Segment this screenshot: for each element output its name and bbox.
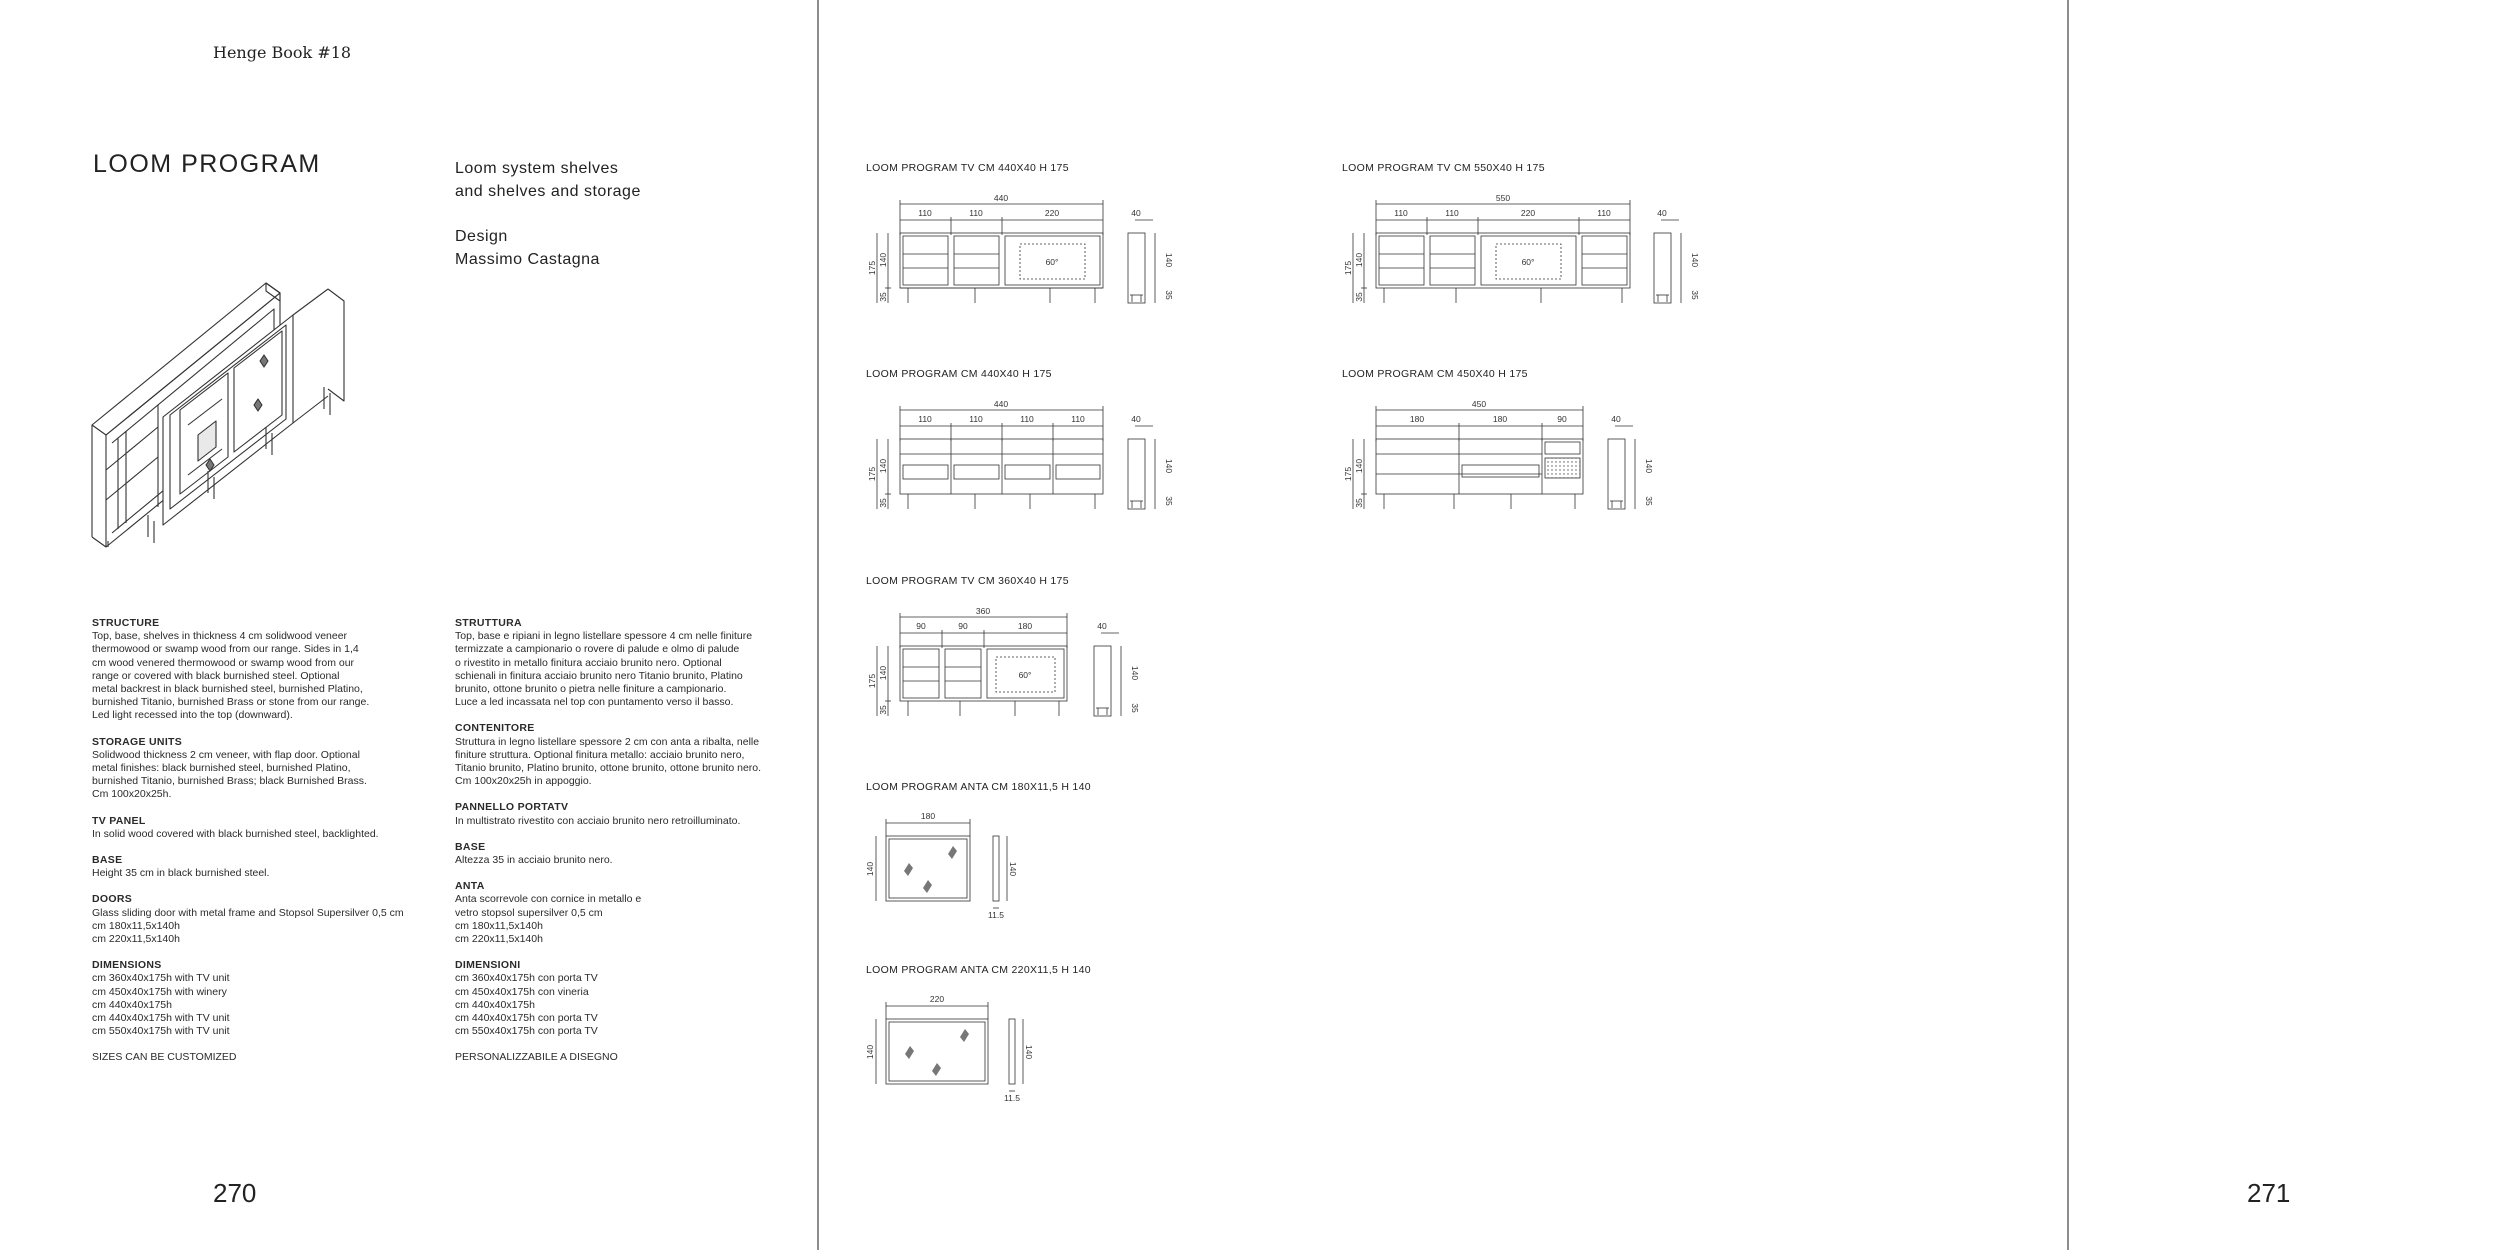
book-title: Henge Book #18 bbox=[213, 43, 352, 62]
spec-line: brunito, ottone brunito o pietra nelle finiture a campionario. bbox=[455, 683, 727, 696]
dim-height-body-side: 140 bbox=[1130, 665, 1140, 681]
program-title: LOOM PROGRAM bbox=[93, 150, 321, 178]
drawing-label-tv-360: LOOM PROGRAM TV CM 360X40 H 175 bbox=[866, 575, 1069, 587]
dim-depth: 40 bbox=[1611, 414, 1621, 424]
dim-height-base-side: 35 bbox=[1130, 703, 1140, 713]
page-divider-left bbox=[817, 0, 819, 1250]
spec-section-storage-units bbox=[92, 736, 442, 802]
spec-line: Solidwood thickness 2 cm veneer, with flap door. Optional bbox=[92, 748, 360, 761]
spec-line: cm 220x11,5x140h bbox=[455, 933, 543, 946]
english-specs bbox=[92, 617, 442, 1065]
dim-module: 110 bbox=[918, 208, 932, 218]
spec-line: cm 220x11,5x140h bbox=[92, 933, 180, 946]
drawing-tv-550 bbox=[1326, 190, 1706, 320]
door-thickness: 11.5 bbox=[988, 910, 1004, 920]
spec-line: cm 440x40x175h with TV unit bbox=[92, 1012, 230, 1025]
dim-height-body: 140 bbox=[1354, 458, 1364, 474]
spec-section-tv-panel bbox=[92, 815, 442, 841]
spec-line: Titanio brunito, Platino brunito, ottone brunito, ottone brunito nero. bbox=[455, 762, 762, 775]
spec-heading: PANNELLO PORTATV bbox=[455, 801, 569, 814]
spec-line: metal backrest in black burnished steel, burnished Platino, bbox=[92, 683, 363, 696]
drawing-label-tv-440: LOOM PROGRAM TV CM 440X40 H 175 bbox=[866, 162, 1069, 174]
door-width: 180 bbox=[920, 811, 936, 821]
drawing-label-std-450: LOOM PROGRAM CM 450X40 H 175 bbox=[1342, 368, 1528, 380]
designer-name: Massimo Castagna bbox=[455, 251, 600, 268]
spec-line: Top, base e ripiani in legno listellare spessore 4 cm nelle finiture bbox=[455, 630, 753, 643]
drawing-tv-440 bbox=[850, 190, 1180, 320]
drawing-tv-360 bbox=[850, 603, 1150, 733]
spec-line: cm 440x40x175h bbox=[92, 998, 172, 1011]
dim-height-total: 175 bbox=[1343, 466, 1353, 482]
drawing-std-450 bbox=[1326, 396, 1666, 526]
spec-heading: DOORS bbox=[92, 893, 133, 906]
product-isometric-illustration bbox=[88, 275, 388, 550]
dim-module: 180 bbox=[1017, 621, 1033, 631]
dim-total: 450 bbox=[1471, 399, 1487, 409]
dim-module: 110 bbox=[1445, 208, 1459, 218]
spec-line: Led light recessed into the top (downward). bbox=[92, 709, 293, 722]
spec-line: o rivestito in metallo finitura acciaio brunito nero. Optional bbox=[455, 656, 722, 669]
spec-heading: BASE bbox=[455, 840, 486, 853]
dim-height-total: 175 bbox=[867, 673, 877, 689]
tv-angle: 60° bbox=[1045, 257, 1059, 267]
dim-height-body-side: 140 bbox=[1690, 252, 1700, 268]
dim-height-base: 35 bbox=[878, 705, 888, 715]
door-thickness: 11.5 bbox=[1004, 1093, 1020, 1103]
dim-depth: 40 bbox=[1657, 208, 1667, 218]
tv-angle: 60° bbox=[1521, 257, 1535, 267]
spec-heading: STORAGE UNITS bbox=[92, 735, 183, 748]
dim-height-base: 35 bbox=[878, 498, 888, 508]
spec-heading: CONTENITORE bbox=[455, 722, 535, 735]
spec-section-doors bbox=[92, 893, 442, 946]
spec-line: cm 180x11,5x140h bbox=[455, 919, 543, 932]
spec-line: metal finishes: black burnished steel, burnished Platino, bbox=[92, 762, 351, 775]
dim-height-total: 175 bbox=[867, 466, 877, 482]
spec-line: Cm 100x20x25h in appoggio. bbox=[455, 775, 592, 788]
spec-line: cm 360x40x175h with TV unit bbox=[92, 972, 230, 985]
dim-module: 110 bbox=[1071, 414, 1085, 424]
dim-module: 220 bbox=[1520, 208, 1536, 218]
dim-depth: 40 bbox=[1131, 208, 1141, 218]
spec-section-base-it bbox=[455, 841, 805, 867]
spec-line: thermowood or swamp wood from our range. Sides in 1,4 bbox=[92, 643, 359, 656]
spec-line: cm wood venered thermowood or swamp wood from our bbox=[92, 656, 355, 669]
spec-line: burnished Titanio, burnished Brass; black Burnished Brass. bbox=[92, 775, 367, 788]
dim-height-base-side: 35 bbox=[1164, 290, 1174, 300]
spec-line: schienali in finitura acciaio brunito nero Titanio brunito, Platino bbox=[455, 669, 743, 682]
dim-module: 180 bbox=[1492, 414, 1508, 424]
dim-module: 110 bbox=[918, 414, 932, 424]
dim-total: 440 bbox=[993, 399, 1009, 409]
spec-section-struttura bbox=[455, 617, 805, 709]
spec-line: Top, base, shelves in thickness 4 cm solidwood veneer bbox=[92, 630, 348, 643]
spec-line: Struttura in legno listellare spessore 2 cm con anta a ribalta, nelle bbox=[455, 735, 760, 748]
dim-height-base-side: 35 bbox=[1164, 496, 1174, 506]
dim-total: 550 bbox=[1495, 193, 1511, 203]
spec-heading: BASE bbox=[92, 854, 123, 867]
dim-height-base: 35 bbox=[1354, 498, 1364, 508]
subtitle-line: Loom system shelves bbox=[455, 160, 619, 177]
dim-height-total: 175 bbox=[1343, 260, 1353, 276]
dim-module: 110 bbox=[1394, 208, 1408, 218]
drawing-door-220 bbox=[850, 991, 1050, 1111]
page-number-right: 271 bbox=[2247, 1178, 2291, 1208]
spec-line: cm 550x40x175h con porta TV bbox=[455, 1025, 598, 1038]
spec-section-pannello-portatv bbox=[455, 801, 805, 827]
spec-section-anta bbox=[455, 880, 805, 946]
dim-depth: 40 bbox=[1131, 414, 1141, 424]
subtitle-line: and shelves and storage bbox=[455, 183, 641, 200]
drawing-label-door-220: LOOM PROGRAM ANTA CM 220X11,5 H 140 bbox=[866, 964, 1091, 976]
product-subtitle bbox=[455, 157, 641, 203]
customization-note: SIZES CAN BE CUSTOMIZED bbox=[92, 1051, 237, 1064]
dim-height-base-side: 35 bbox=[1690, 290, 1700, 300]
drawing-label-door-180: LOOM PROGRAM ANTA CM 180X11,5 H 140 bbox=[866, 781, 1091, 793]
dim-module: 110 bbox=[969, 208, 983, 218]
spec-line: Height 35 cm in black burnished steel. bbox=[92, 867, 270, 880]
dim-height-base: 35 bbox=[878, 292, 888, 302]
dim-module: 90 bbox=[916, 621, 926, 631]
tv-angle: 60° bbox=[1018, 670, 1032, 680]
spec-line: Anta scorrevole con cornice in metallo e bbox=[455, 893, 642, 906]
spec-line: cm 550x40x175h with TV unit bbox=[92, 1025, 230, 1038]
dim-height-body: 140 bbox=[1354, 252, 1364, 268]
dim-total: 360 bbox=[975, 606, 991, 616]
spec-line: In solid wood covered with black burnished steel, backlighted. bbox=[92, 827, 379, 840]
spec-section-dimensioni bbox=[455, 959, 805, 1038]
dim-height-total: 175 bbox=[867, 260, 877, 276]
drawing-std-440 bbox=[850, 396, 1180, 526]
spec-line: Luce a led incassata nel top con puntamento verso il basso. bbox=[455, 696, 734, 709]
dim-height-base-side: 35 bbox=[1644, 496, 1654, 506]
page-divider-right bbox=[2067, 0, 2069, 1250]
spec-section-dimensions bbox=[92, 959, 442, 1038]
dim-height-body: 140 bbox=[878, 665, 888, 681]
spec-heading: STRUCTURE bbox=[92, 617, 160, 629]
dim-height-body: 140 bbox=[878, 458, 888, 474]
spec-line: Altezza 35 in acciaio brunito nero. bbox=[455, 854, 613, 867]
door-height-side: 140 bbox=[1024, 1044, 1034, 1060]
spec-heading: STRUTTURA bbox=[455, 617, 522, 629]
dim-height-body-side: 140 bbox=[1164, 458, 1174, 474]
dim-height-body: 140 bbox=[878, 252, 888, 268]
spec-section-structure bbox=[92, 617, 442, 723]
page-number-left: 270 bbox=[213, 1178, 257, 1208]
spec-section-base bbox=[92, 854, 442, 880]
dim-module: 110 bbox=[969, 414, 983, 424]
spec-line: vetro stopsol supersilver 0,5 cm bbox=[455, 906, 603, 919]
spec-line: cm 440x40x175h bbox=[455, 998, 535, 1011]
design-label: Design bbox=[455, 228, 508, 245]
italian-specs bbox=[455, 617, 805, 1065]
spec-heading: DIMENSIONI bbox=[455, 959, 521, 972]
spec-line: finiture struttura. Optional finitura metallo: acciaio brunito nero, bbox=[455, 748, 745, 761]
spec-line: cm 360x40x175h con porta TV bbox=[455, 972, 598, 985]
spec-line: cm 450x40x175h con vineria bbox=[455, 985, 589, 998]
customization-note-it: PERSONALIZZABILE A DISEGNO bbox=[455, 1051, 618, 1064]
spec-line: In multistrato rivestito con acciaio brunito nero retroilluminato. bbox=[455, 814, 741, 827]
dim-module: 110 bbox=[1597, 208, 1611, 218]
spec-line: burnished Titanio, burnished Brass or stone from our range. bbox=[92, 696, 370, 709]
spec-line: cm 180x11,5x140h bbox=[92, 919, 180, 932]
drawing-door-180 bbox=[850, 808, 1030, 928]
drawing-label-std-440: LOOM PROGRAM CM 440X40 H 175 bbox=[866, 368, 1052, 380]
dim-module: 220 bbox=[1044, 208, 1060, 218]
spec-heading: DIMENSIONS bbox=[92, 959, 162, 972]
spec-line: termizzate a campionario o rovere di palude e olmo di palude bbox=[455, 643, 740, 656]
spec-line: cm 450x40x175h with winery bbox=[92, 985, 227, 998]
spec-line: Glass sliding door with metal frame and Stopsol Supersilver 0,5 cm bbox=[92, 906, 404, 919]
door-width: 220 bbox=[929, 994, 945, 1004]
dim-module: 90 bbox=[1557, 414, 1567, 424]
door-height-side: 140 bbox=[1008, 861, 1018, 877]
spec-line: Cm 100x20x25h. bbox=[92, 788, 172, 801]
spec-line: cm 440x40x175h con porta TV bbox=[455, 1012, 598, 1025]
spec-heading: ANTA bbox=[455, 880, 485, 893]
door-height: 140 bbox=[865, 1044, 875, 1060]
drawing-label-tv-550: LOOM PROGRAM TV CM 550X40 H 175 bbox=[1342, 162, 1545, 174]
spec-section-contenitore bbox=[455, 722, 805, 788]
dim-total: 440 bbox=[993, 193, 1009, 203]
dim-depth: 40 bbox=[1097, 621, 1107, 631]
dim-height-body-side: 140 bbox=[1164, 252, 1174, 268]
spec-heading: TV PANEL bbox=[92, 814, 146, 827]
design-credit bbox=[455, 225, 600, 271]
spec-line: range or covered with black burnished steel. Optional bbox=[92, 669, 340, 682]
dim-height-base: 35 bbox=[1354, 292, 1364, 302]
door-height: 140 bbox=[865, 861, 875, 877]
dim-module: 110 bbox=[1020, 414, 1034, 424]
dim-module: 90 bbox=[958, 621, 968, 631]
dim-module: 180 bbox=[1409, 414, 1425, 424]
dim-height-body-side: 140 bbox=[1644, 458, 1654, 474]
